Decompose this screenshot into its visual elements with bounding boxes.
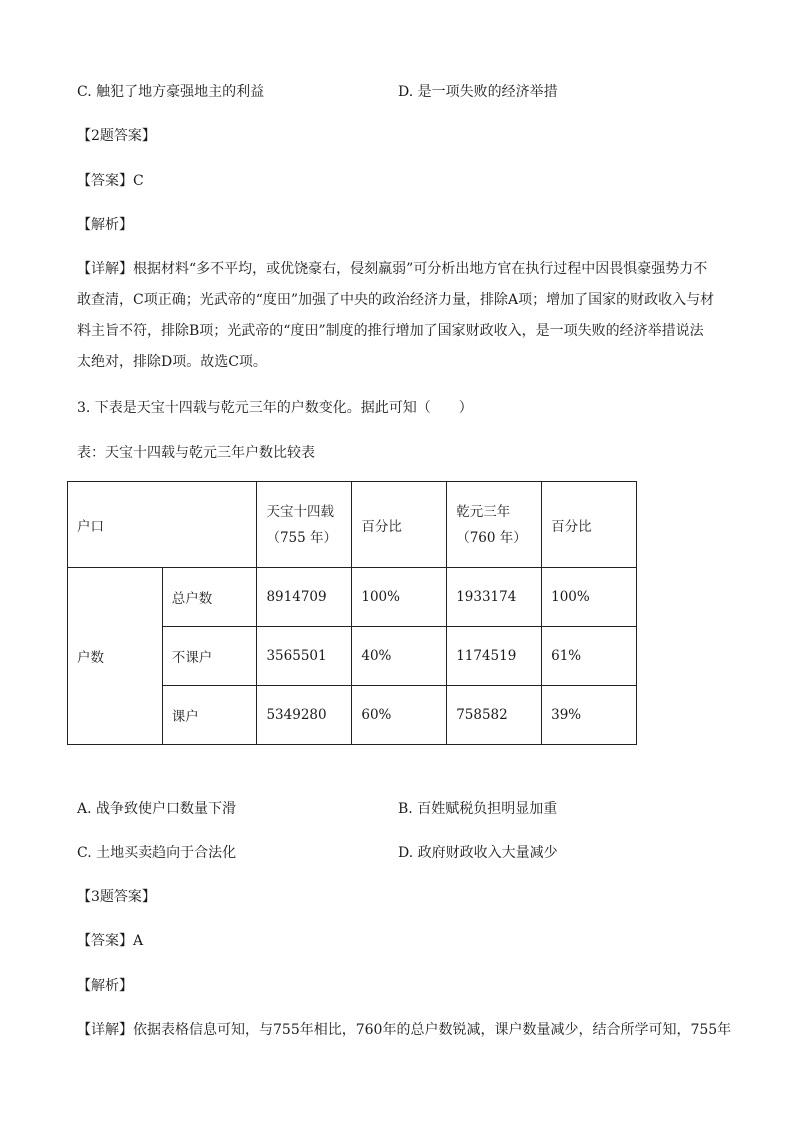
q2-detail-line: 【详解】根据材料“多不平均，或优饶豪右，侵刻羸弱”可分析出地方官在执行过程中因畏惧豪强势力不 (77, 261, 708, 277)
row-label: 不课户 (162, 627, 257, 686)
q3-analysis-heading: 【解析】 (77, 978, 133, 994)
q2-detail-paragraph (77, 254, 727, 378)
q2-answer-heading: 【2题答案】 (77, 128, 156, 144)
group-label: 户数 (68, 568, 163, 745)
q2-answer: 【答案】C (77, 173, 144, 189)
q2-analysis-heading: 【解析】 (77, 217, 133, 233)
cell-value: 8914709 (257, 568, 352, 627)
q3-answer-heading: 【3题答案】 (77, 889, 156, 905)
q3-detail-line: 【详解】依据表格信息可知，与755年相比，760年的总户数锐减，课户数量减少，结合所学可知，755年 (77, 1022, 732, 1038)
cell-percent: 100% (542, 568, 637, 627)
header-pct-1: 百分比 (352, 482, 447, 568)
row-label: 总户数 (162, 568, 257, 627)
q2-detail-line: 料主旨不符，排除B项；光武帝的“度田”制度的推行增加了国家财政收入，是一项失败的经济举措说法 (77, 323, 704, 339)
q2-detail-line: 敢查清，C项正确；光武帝的“度田”加强了中央的政治经济力量，排除A项；增加了国家的财政收入与材 (77, 292, 715, 308)
q3-stem: 3. 下表是天宝十四载与乾元三年的户数变化。据此可知（ ） (77, 400, 473, 416)
row-label: 课户 (162, 686, 257, 745)
cell-percent: 39% (542, 686, 637, 745)
header-tianbao-year: （755 年） (266, 529, 338, 546)
q3-option-d: D. 政府财政收入大量减少 (398, 845, 558, 861)
cell-value: 758582 (447, 686, 542, 745)
cell-value: 1933174 (447, 568, 542, 627)
table-row (68, 568, 637, 627)
table-caption: 表：天宝十四载与乾元三年户数比较表 (77, 445, 315, 461)
cell-percent: 60% (352, 686, 447, 745)
q3-option-c: C. 土地买卖趋向于合法化 (77, 845, 237, 861)
header-qianyuan-year: （760 年） (456, 529, 527, 546)
header-tianbao (257, 482, 352, 568)
cell-value: 1174519 (447, 627, 542, 686)
q3-option-a: A. 战争致使户口数量下滑 (77, 801, 237, 817)
q3-answer: 【答案】A (77, 933, 144, 949)
household-table (67, 481, 637, 745)
header-pct-2: 百分比 (542, 482, 637, 568)
q2-detail-line: 太绝对，排除D项。故选C项。 (77, 354, 267, 370)
header-qianyuan (447, 482, 542, 568)
q3-option-b: B. 百姓赋税负担明显加重 (398, 801, 558, 817)
cell-value: 5349280 (257, 686, 352, 745)
cell-value: 3565501 (257, 627, 352, 686)
table-header-row (68, 482, 637, 568)
header-qianyuan-title: 乾元三年 (456, 503, 511, 520)
q2-option-c: C. 触犯了地方豪强地主的利益 (77, 84, 265, 100)
header-tianbao-title: 天宝十四载 (266, 503, 334, 520)
cell-percent: 40% (352, 627, 447, 686)
cell-percent: 100% (352, 568, 447, 627)
cell-percent: 61% (542, 627, 637, 686)
q2-option-d: D. 是一项失败的经济举措 (398, 84, 558, 100)
header-category: 户口 (68, 482, 257, 568)
